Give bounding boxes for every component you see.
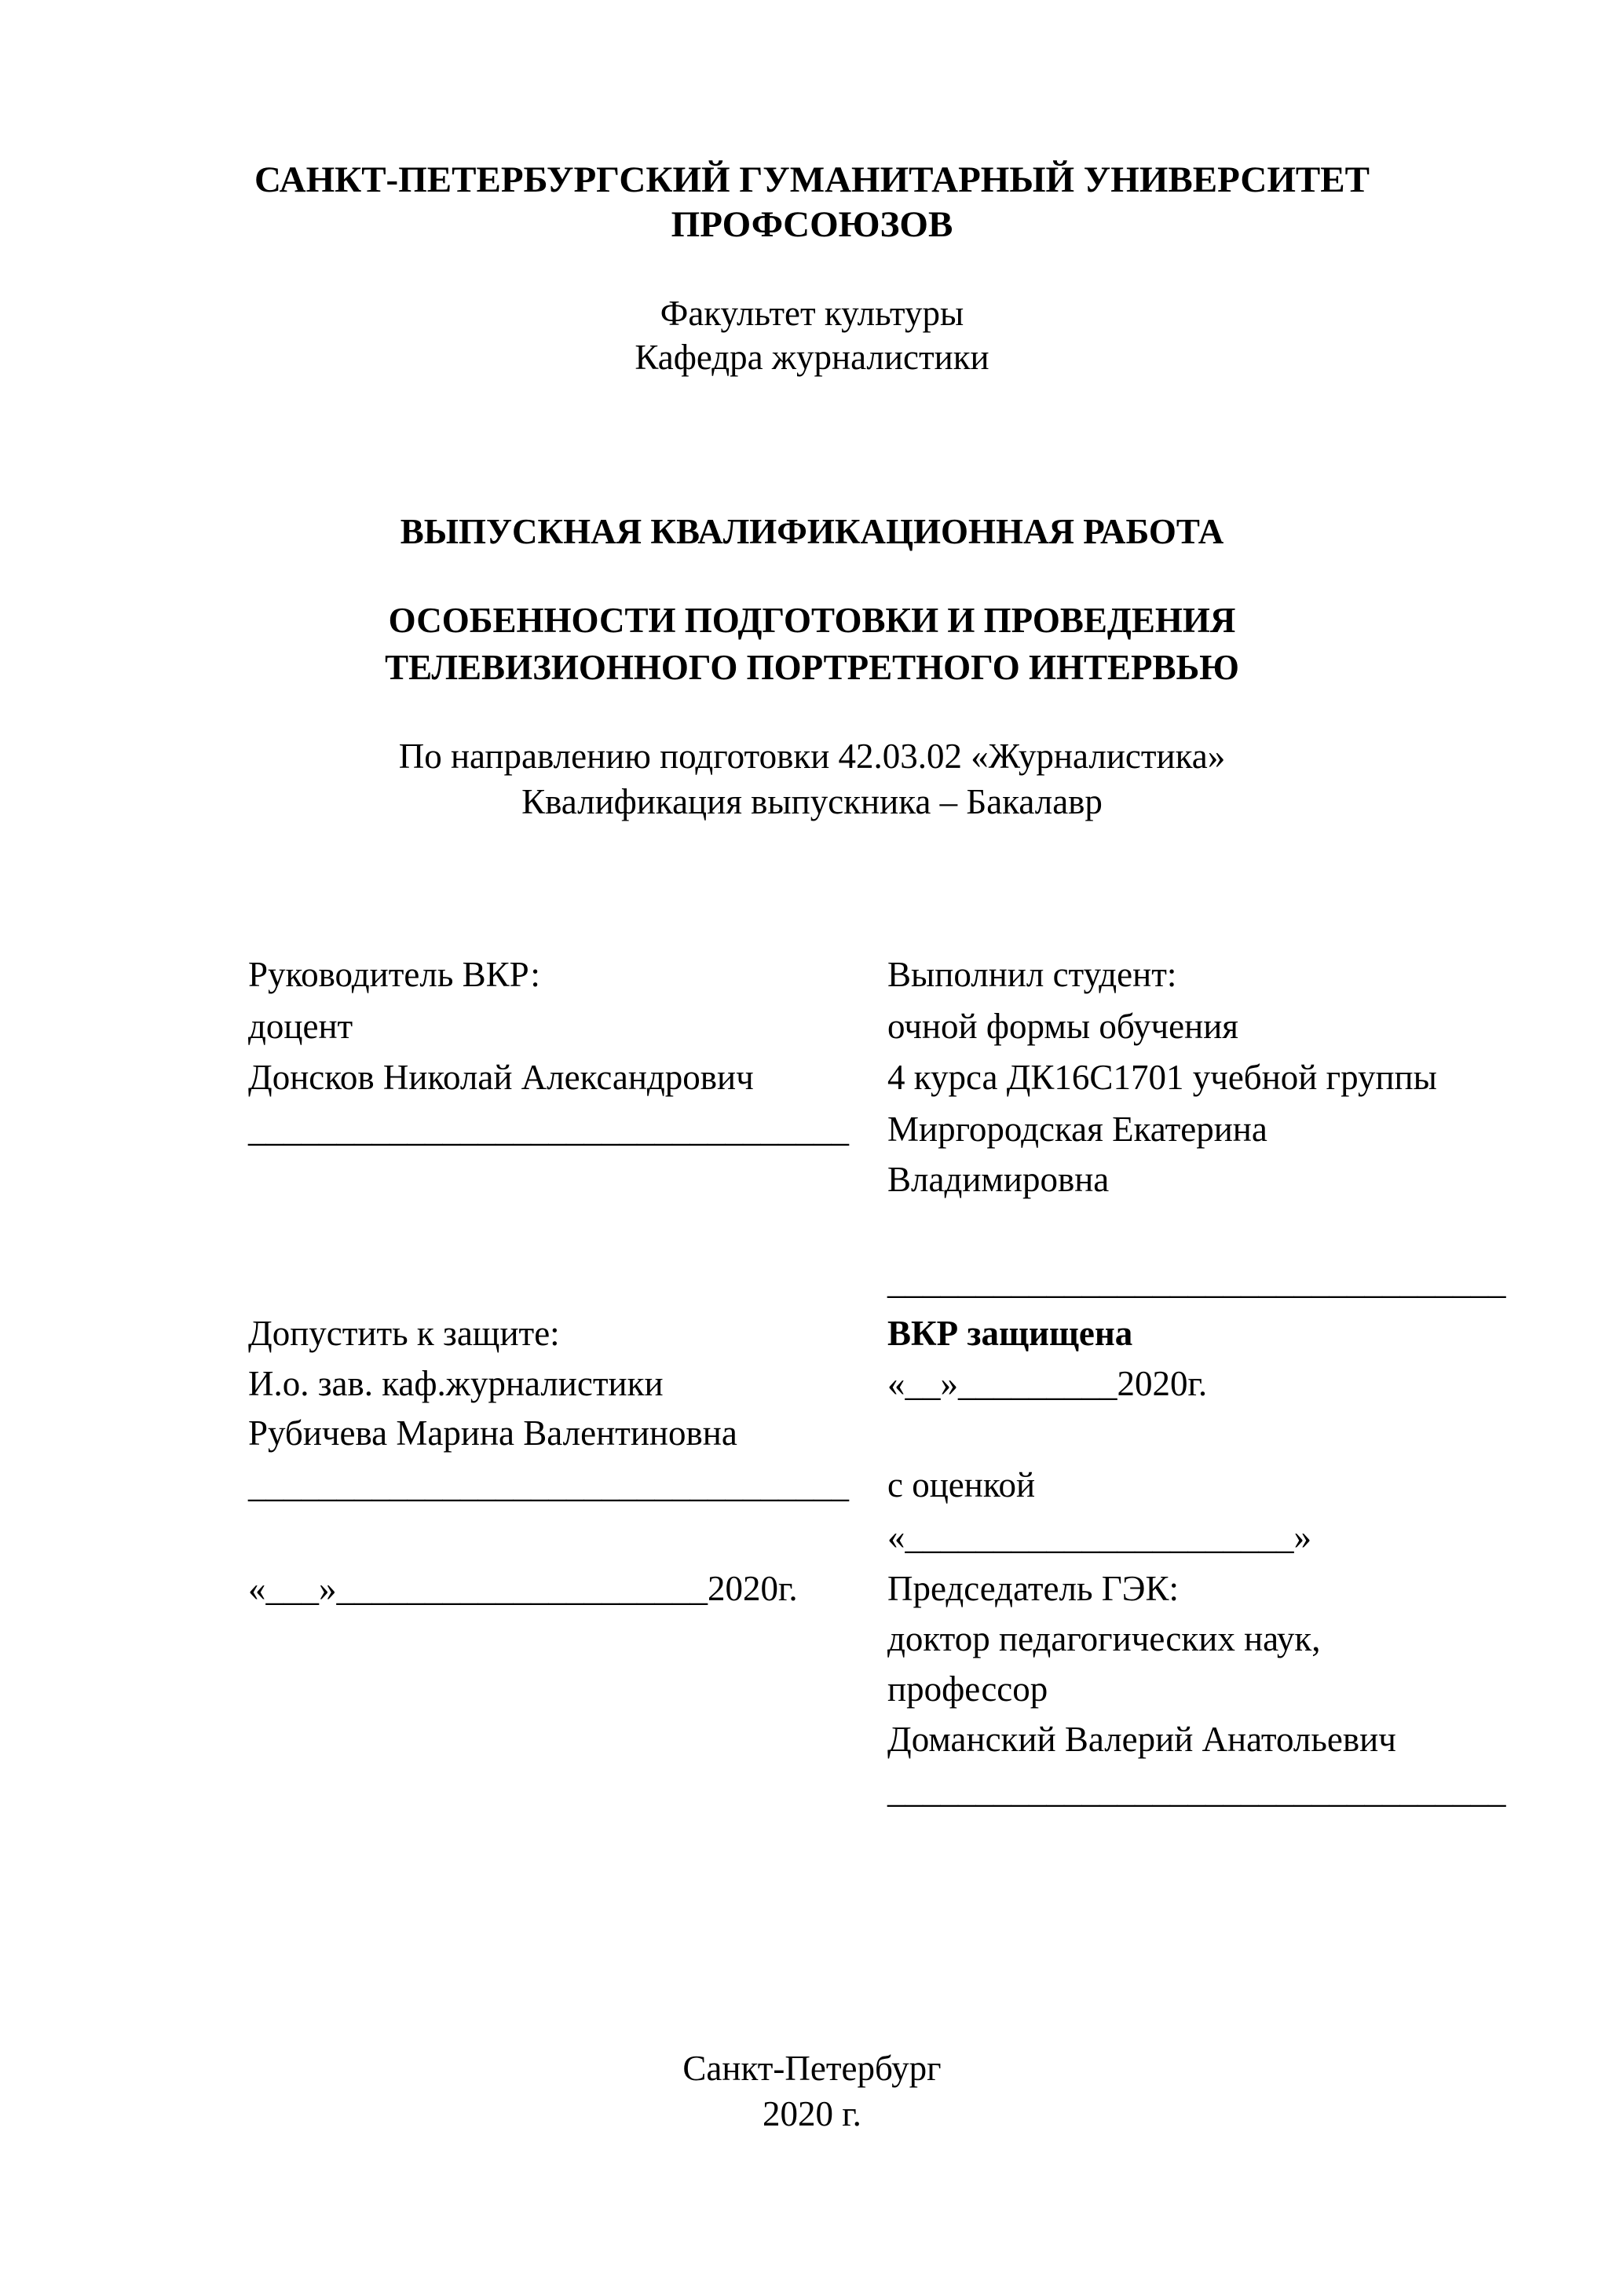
study-direction: По направлению подготовки 42.03.02 «Журналистика» — [398, 737, 1226, 776]
work-title-line1: ОСОБЕННОСТИ ПОДГОТОВКИ И ПРОВЕДЕНИЯ — [388, 601, 1236, 640]
chair-degree: доктор педагогических наук, — [887, 1619, 1321, 1658]
qualification: Квалификация выпускника – Бакалавр — [521, 782, 1103, 821]
defense-date: «__»_________2020г. — [887, 1364, 1208, 1403]
work-type: ВЫПУСКНАЯ КВАЛИФИКАЦИОННАЯ РАБОТА — [400, 512, 1224, 551]
department: Кафедра журналистики — [635, 338, 989, 377]
student-name-line1: Миргородская Екатерина — [887, 1110, 1267, 1149]
chair-signature-line: ___________________________________ — [887, 1771, 1506, 1810]
admission-label: Допустить к защите: — [248, 1314, 560, 1353]
defense-label: ВКР защищена — [887, 1314, 1133, 1353]
footer-year: 2020 г. — [763, 2094, 861, 2133]
grade-label: с оценкой — [887, 1465, 1036, 1504]
student-group: 4 курса ДК16С1701 учебной группы — [887, 1058, 1437, 1097]
faculty: Факультет культуры — [660, 294, 964, 333]
chair-title: профессор — [887, 1669, 1048, 1709]
student-label: Выполнил студент: — [887, 955, 1177, 994]
admission-date: «___»_____________________2020г. — [248, 1569, 798, 1608]
supervisor-position: доцент — [248, 1007, 353, 1046]
university-name-line2: ПРОФСОЮЗОВ — [671, 204, 953, 245]
student-name-line2: Владимировна — [887, 1160, 1110, 1199]
admission-name: Рубичева Марина Валентиновна — [248, 1413, 737, 1453]
supervisor-name: Донсков Николай Александрович — [248, 1058, 754, 1097]
student-study-form: очной формы обучения — [887, 1007, 1238, 1046]
university-name-line1: САНКТ-ПЕТЕРБУРГСКИЙ ГУМАНИТАРНЫЙ УНИВЕРСИТЕТ — [254, 159, 1370, 200]
admission-signature-line: __________________________________ — [248, 1465, 849, 1504]
footer-city: Санкт-Петербург — [682, 2049, 942, 2088]
supervisor-signature-line: __________________________________ — [248, 1110, 849, 1149]
student-signature-line: ___________________________________ — [887, 1262, 1506, 1301]
work-title-line2: ТЕЛЕВИЗИОННОГО ПОРТРЕТНОГО ИНТЕРВЬЮ — [385, 648, 1239, 687]
chair-name: Доманский Валерий Анатольевич — [887, 1720, 1396, 1759]
grade-line: «______________________» — [887, 1517, 1311, 1556]
admission-position: И.о. зав. каф.журналистики — [248, 1364, 664, 1403]
supervisor-label: Руководитель ВКР: — [248, 955, 540, 994]
chair-label: Председатель ГЭК: — [887, 1569, 1179, 1608]
